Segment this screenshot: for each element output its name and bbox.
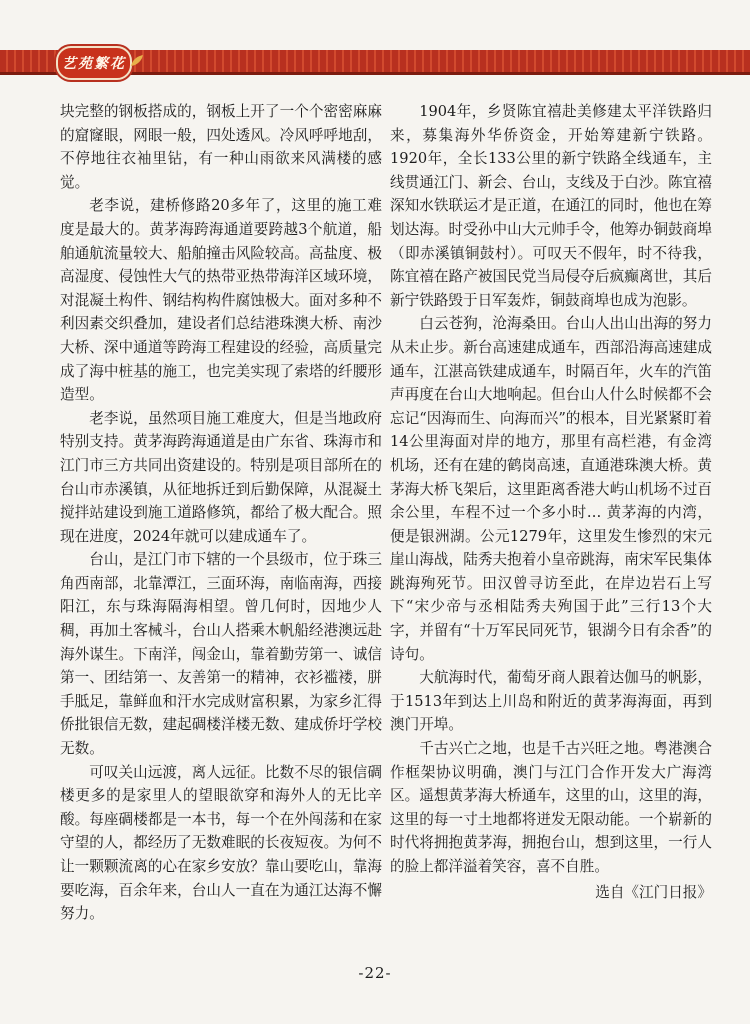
paragraph: 台山，是江门市下辖的一个县级市，位于珠三角西南部，北靠潭江，三面环海，南临南海，西接阳江，东与珠海隔海相望。曾几何时，因地少人稠，再加土客械斗，台山人搭乘木帆船经港澳远赴海外谋生。下南洋，闯金山，靠着勤劳第一、诚信第一、团结第一、友善第一的精神，衣衫褴褛，胼手胝足，靠鲜血和汗水完成财富积累，为家乡汇得侨批银信无数，建起碉楼洋楼无数、建成侨圩学校无数。 bbox=[60, 551, 382, 758]
paragraph: 老李说，虽然项目施工难度大，但是当地政府特别支持。黄茅海跨海通道是由广东省、珠海市和江门市三方共同出资建设的。特别是项目部所在的台山市赤溪镇，从征地拆迁到后勤保障，从混凝土搅拌站建设到施工道路修筑，都给了极大配合。照现在进度，2024年就可以建成通车了。 bbox=[60, 409, 382, 545]
source-attribution: 选自《江门日报》 bbox=[595, 883, 712, 901]
paragraph: 千古兴亡之地，也是千古兴旺之地。粤港澳合作框架协议明确，澳门与江门合作开发大广海湾区。遥想黄茅海大桥通车，这里的山，这里的海，这里的每一寸土地都将迸发无限动能。一个崭新的时代将拥抱黄茅海，拥抱台山，想到这里，一行人的脸上都洋溢着笑容，喜不自胜。 bbox=[390, 740, 712, 875]
right-column bbox=[390, 100, 712, 904]
page-number: -22- bbox=[358, 964, 392, 982]
paragraph: 老李说，建桥修路20多年了，这里的施工难度是最大的。黄茅海跨海通道要跨越3个航道，船舶通航流量较大、船舶撞击风险较高。高盐度、极高湿度、侵蚀性大气的热带亚热带海洋区域环境，对混凝土构件、钢结构构件腐蚀极大。面对多种不利因素交织叠加，建设者们总结港珠澳大桥、南沙大桥、深中通道等跨海工程建设的经验，高质量完成了海中桩基的施工，也完美实现了索塔的纤腰形造型。 bbox=[60, 197, 382, 404]
paragraph: 白云苍狗，沧海桑田。台山人出山出海的努力从未止步。新台高速建成通车，西部沿海高速建成通车，江湛高铁建成通车，时隔百年，火车的汽笛声再度在台山大地响起。但台山人什么时候都不会忘记“因海而生、向海而兴”的根本，目光紧紧盯着14公里海面对岸的地方，那里有高栏港，有金湾机场，还有在建的鹤岗高速，直通港珠澳大桥。黄茅海大桥飞架后，这里距离香港大屿山机场不过百余公里，车程不过一个多小时… 黄茅海的内湾，便是银洲湖。公元1279年，这里发生惨烈的宋元崖山海战，陆秀夫抱着小皇帝跳海，南宋军民集体跳海殉死节。田汉曾寻访至此，在岸边岩石上写下“宋少帝与丞相陆秀夫殉国于此”三行13个大字，并留有“十万军民同死节，银湖今日有余香”的诗句。 bbox=[390, 315, 712, 663]
section-badge bbox=[56, 46, 132, 80]
leaf-icon bbox=[130, 54, 144, 68]
paragraph: 可叹关山远渡，离人远征。比数不尽的银信碉楼更多的是家里人的望眼欲穿和海外人的无比辛酸。每座碉楼都是一本书，每一个在外闯荡和在家守望的人，都经历了无数难眠的长夜短夜。为何不让一颗颗流离的心在家乡安放？靠山要吃山，靠海要吃海，百余年来，台山人一直在为通江达海不懈努力。 bbox=[60, 763, 382, 923]
left-column bbox=[60, 100, 382, 926]
section-title: 艺苑繁花 bbox=[62, 56, 126, 72]
paragraph: 大航海时代，葡萄牙商人跟着达伽马的帆影，于1513年到达上川岛和附近的黄茅海海面，再到澳门开埠。 bbox=[390, 669, 712, 734]
paragraph: 块完整的钢板搭成的，钢板上开了一个个密密麻麻的窟窿眼，网眼一般，四处透风。冷风呼呼地刮，不停地往衣袖里钻，有一种山雨欲来风满楼的感觉。 bbox=[60, 103, 382, 191]
paragraph: 1904年，乡贤陈宜禧赴美修建太平洋铁路归来，募集海外华侨资金，开始筹建新宁铁路。1920年，全长133公里的新宁铁路全线通车，主线贯通江门、新会、台山，支线及于白沙。陈宜禧深知水铁联运才是正道，在通江的同时，他也在筹划达海。时受孙中山大元帅手令，他筹办铜鼓商埠（即赤溪镇铜鼓村）。可叹天不假年，时不待我，陈宜禧在路产被国民党当局侵夺后疯癫离世，其后新宁铁路毁于日军轰炸，铜鼓商埠也成为泡影。 bbox=[390, 103, 712, 309]
